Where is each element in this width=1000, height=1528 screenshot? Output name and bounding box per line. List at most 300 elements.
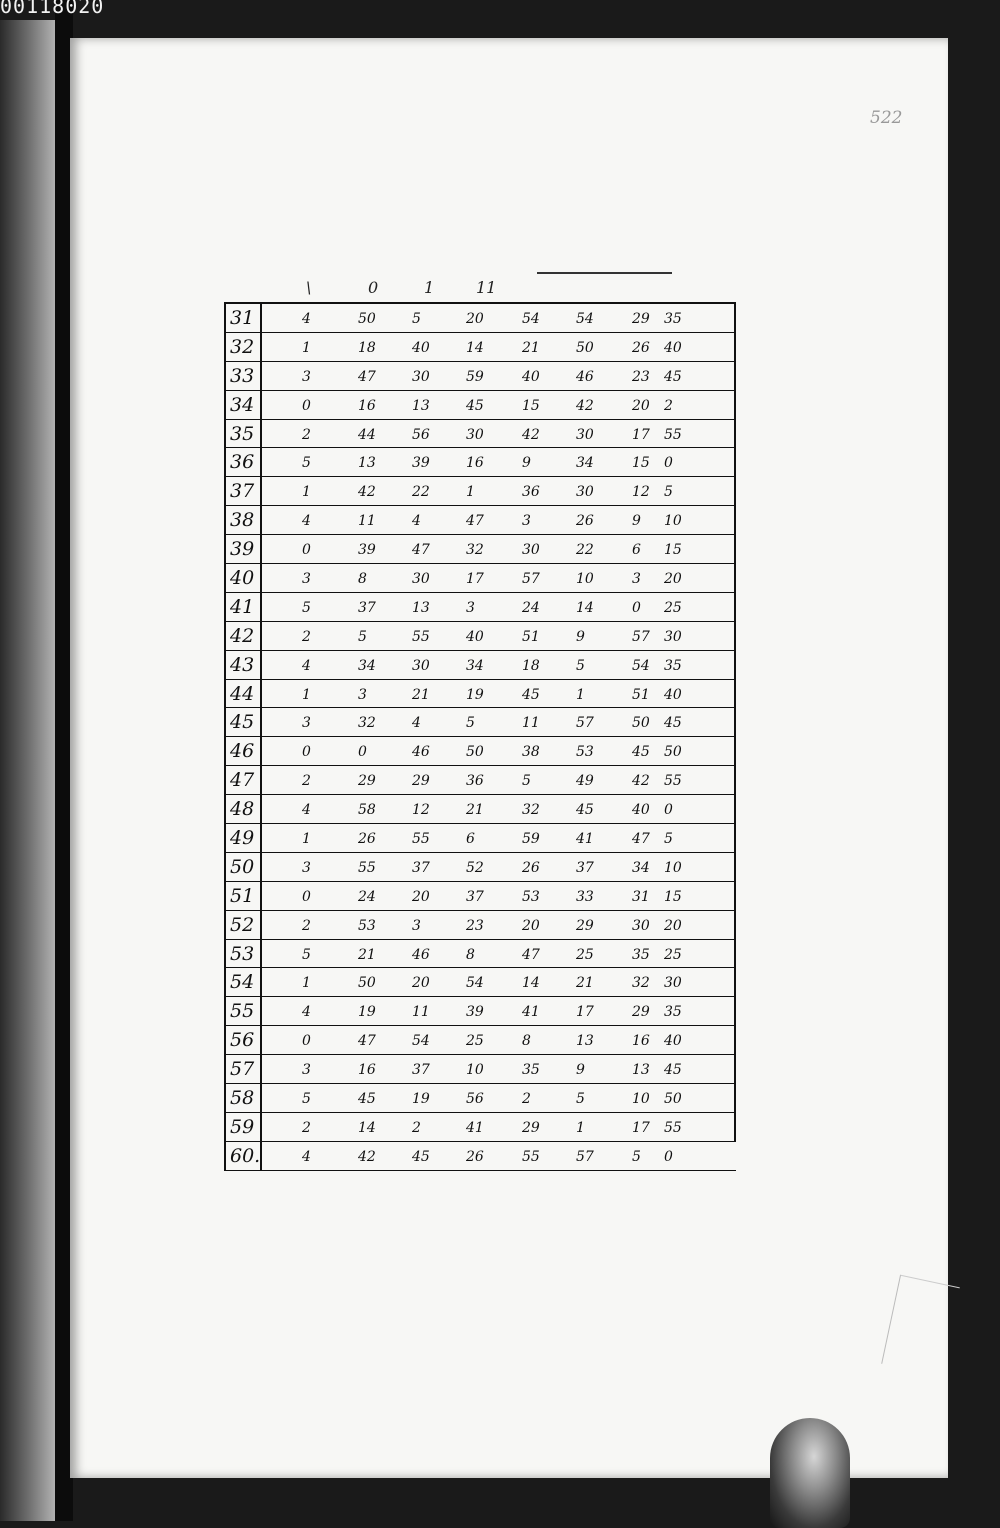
table-cell: 35 xyxy=(522,1062,540,1079)
table-row xyxy=(224,506,736,535)
table-cell: 47 xyxy=(412,542,430,559)
table-cell: 37 xyxy=(412,859,430,876)
table-cell: 3 xyxy=(302,715,311,732)
table-cell: 5 xyxy=(302,599,311,616)
table-cell: 55 xyxy=(522,1148,540,1165)
table-cell: 55 xyxy=(664,426,682,443)
table-cell: 18 xyxy=(358,339,376,356)
table-cell: 50 xyxy=(576,339,594,356)
table-row xyxy=(224,940,736,969)
table-row xyxy=(224,1142,736,1171)
table-cell: 1 xyxy=(466,484,475,501)
row-number: 32 xyxy=(224,333,262,361)
table-cell: 54 xyxy=(576,311,594,327)
table-row xyxy=(224,1113,736,1142)
table-cell: 55 xyxy=(664,1119,682,1136)
table-cell: 51 xyxy=(632,686,650,703)
row-number: 38 xyxy=(224,506,262,534)
table-cell: 47 xyxy=(466,513,484,530)
table-cell: 32 xyxy=(358,715,376,732)
table-cell: 20 xyxy=(632,397,650,414)
table-cell: 21 xyxy=(466,802,484,819)
table-cell: 26 xyxy=(358,831,376,848)
table-cell: 46 xyxy=(412,946,430,963)
table-cell: 36 xyxy=(466,773,484,790)
table-cell: 2 xyxy=(302,426,311,443)
row-number: 41 xyxy=(224,593,262,621)
table-cell: 30 xyxy=(664,628,682,645)
table-cell: 44 xyxy=(358,426,376,443)
table-cell: 10 xyxy=(576,571,594,588)
table-cell: 50 xyxy=(358,311,376,327)
table-row xyxy=(224,535,736,564)
header-rule xyxy=(537,272,672,274)
column-mark: 11 xyxy=(476,278,497,297)
table-cell: 5 xyxy=(358,628,367,645)
table-cell: 12 xyxy=(632,484,650,501)
table-cell: 24 xyxy=(358,888,376,905)
row-number: 42 xyxy=(224,622,262,650)
table-cell: 55 xyxy=(664,773,682,790)
table-row xyxy=(224,853,736,882)
column-mark: 0 xyxy=(368,278,379,297)
table-cell: 42 xyxy=(576,397,594,414)
table-cell: 30 xyxy=(576,484,594,501)
table-cell: 25 xyxy=(576,946,594,963)
row-number: 47 xyxy=(224,766,262,794)
table-cell: 57 xyxy=(522,571,540,588)
table-cell: 22 xyxy=(576,542,594,559)
table-cell: 25 xyxy=(664,946,682,963)
table-cell: 40 xyxy=(664,686,682,703)
table-cell: 5 xyxy=(576,1091,585,1108)
page-number: 522 xyxy=(870,108,903,128)
table-cell: 21 xyxy=(358,946,376,963)
table-cell: 40 xyxy=(664,339,682,356)
table-cell: 5 xyxy=(664,831,673,848)
row-number: 33 xyxy=(224,362,262,390)
table-cell: 17 xyxy=(466,571,484,588)
table-cell: 20 xyxy=(412,975,430,992)
table-cell: 30 xyxy=(412,368,430,385)
table-cell: 31 xyxy=(632,888,650,905)
table-cell: 4 xyxy=(302,513,311,530)
table-cell: 4 xyxy=(302,657,311,674)
table-cell: 10 xyxy=(466,1062,484,1079)
table-row xyxy=(224,737,736,766)
table-right-border xyxy=(734,302,736,1142)
table-cell: 10 xyxy=(664,859,682,876)
table-cell: 32 xyxy=(632,975,650,992)
table-cell: 8 xyxy=(466,946,475,963)
row-number: 43 xyxy=(224,651,262,679)
table-cell: 41 xyxy=(576,831,594,848)
table-row xyxy=(224,680,736,709)
table-cell: 34 xyxy=(358,657,376,674)
table-cell: 13 xyxy=(412,599,430,616)
table-cell: 54 xyxy=(466,975,484,992)
table-cell: 0 xyxy=(302,542,311,559)
row-number: 34 xyxy=(224,391,262,419)
table-cell: 55 xyxy=(358,859,376,876)
table-cell: 55 xyxy=(412,628,430,645)
table-cell: 35 xyxy=(664,657,682,674)
table-cell: 45 xyxy=(664,1062,682,1079)
row-number: 45 xyxy=(224,708,262,736)
table-cell: 42 xyxy=(358,1148,376,1165)
table-cell: 29 xyxy=(576,917,594,934)
numeric-table xyxy=(224,302,736,1171)
table-cell: 37 xyxy=(466,888,484,905)
row-number: 44 xyxy=(224,680,262,708)
table-cell: 39 xyxy=(466,1004,484,1021)
table-cell: 0 xyxy=(664,1148,673,1165)
table-cell: 29 xyxy=(522,1119,540,1136)
table-cell: 21 xyxy=(412,686,430,703)
table-cell: 30 xyxy=(412,571,430,588)
table-cell: 33 xyxy=(576,888,594,905)
table-cell: 40 xyxy=(522,368,540,385)
table-cell: 0 xyxy=(302,397,311,414)
table-row xyxy=(224,362,736,391)
table-cell: 13 xyxy=(358,455,376,472)
table-cell: 3 xyxy=(358,686,367,703)
table-cell: 3 xyxy=(412,917,421,934)
table-cell: 5 xyxy=(302,455,311,472)
table-cell: 10 xyxy=(664,513,682,530)
table-cell: 51 xyxy=(522,628,540,645)
table-cell: 52 xyxy=(466,859,484,876)
table-cell: 1 xyxy=(302,484,311,501)
table-cell: 35 xyxy=(664,311,682,327)
table-cell: 3 xyxy=(302,368,311,385)
table-cell: 2 xyxy=(412,1119,421,1136)
column-mark: \ xyxy=(306,278,312,297)
table-cell: 34 xyxy=(466,657,484,674)
row-number: 31 xyxy=(224,304,262,332)
row-number: 53 xyxy=(224,940,262,968)
table-cell: 49 xyxy=(576,773,594,790)
table-cell: 19 xyxy=(466,686,484,703)
table-cell: 46 xyxy=(576,368,594,385)
table-cell: 42 xyxy=(632,773,650,790)
table-cell: 0 xyxy=(664,455,673,472)
table-cell: 4 xyxy=(302,1004,311,1021)
table-cell: 2 xyxy=(522,1091,531,1108)
table-cell: 15 xyxy=(664,888,682,905)
table-cell: 1 xyxy=(302,686,311,703)
table-cell: 47 xyxy=(358,1033,376,1050)
table-cell: 0 xyxy=(358,744,367,761)
table-cell: 20 xyxy=(466,311,484,327)
table-cell: 13 xyxy=(576,1033,594,1050)
table-cell: 13 xyxy=(632,1062,650,1079)
table-cell: 53 xyxy=(358,917,376,934)
table-cell: 18 xyxy=(522,657,540,674)
table-cell: 10 xyxy=(632,1091,650,1108)
table-cell: 9 xyxy=(522,455,531,472)
table-cell: 30 xyxy=(576,426,594,443)
table-cell: 19 xyxy=(412,1091,430,1108)
table-cell: 29 xyxy=(632,1004,650,1021)
table-cell: 47 xyxy=(358,368,376,385)
table-cell: 26 xyxy=(632,339,650,356)
table-cell: 14 xyxy=(466,339,484,356)
table-cell: 16 xyxy=(632,1033,650,1050)
table-cell: 9 xyxy=(576,628,585,645)
table-cell: 13 xyxy=(412,397,430,414)
table-cell: 3 xyxy=(522,513,531,530)
row-number: 48 xyxy=(224,795,262,823)
row-number: 39 xyxy=(224,535,262,563)
table-row xyxy=(224,477,736,506)
table-row xyxy=(224,651,736,680)
table-cell: 5 xyxy=(632,1148,641,1165)
scan-id-label: 00118020 xyxy=(0,0,105,18)
table-cell: 3 xyxy=(632,571,641,588)
table-cell: 20 xyxy=(664,571,682,588)
table-cell: 25 xyxy=(664,599,682,616)
table-cell: 41 xyxy=(466,1119,484,1136)
table-cell: 2 xyxy=(302,628,311,645)
row-number: 59 xyxy=(224,1113,262,1141)
table-cell: 19 xyxy=(358,1004,376,1021)
table-cell: 2 xyxy=(664,397,673,414)
table-row xyxy=(224,622,736,651)
table-cell: 56 xyxy=(412,426,430,443)
table-cell: 58 xyxy=(358,802,376,819)
table-cell: 5 xyxy=(522,773,531,790)
table-cell: 56 xyxy=(466,1091,484,1108)
table-cell: 3 xyxy=(302,1062,311,1079)
table-cell: 24 xyxy=(522,599,540,616)
row-number: 54 xyxy=(224,968,262,996)
table-row xyxy=(224,766,736,795)
table-cell: 47 xyxy=(632,831,650,848)
table-cell: 40 xyxy=(466,628,484,645)
table-cell: 26 xyxy=(522,859,540,876)
table-row xyxy=(224,997,736,1026)
table-cell: 47 xyxy=(522,946,540,963)
table-row xyxy=(224,968,736,997)
table-cell: 1 xyxy=(576,686,585,703)
table-cell: 29 xyxy=(632,311,650,327)
table-row xyxy=(224,911,736,940)
table-cell: 50 xyxy=(664,1091,682,1108)
table-cell: 50 xyxy=(632,715,650,732)
table-cell: 45 xyxy=(664,368,682,385)
table-cell: 0 xyxy=(632,599,641,616)
table-cell: 55 xyxy=(412,831,430,848)
table-cell: 42 xyxy=(358,484,376,501)
table-cell: 26 xyxy=(576,513,594,530)
table-cell: 34 xyxy=(632,859,650,876)
table-cell: 45 xyxy=(358,1091,376,1108)
table-cell: 15 xyxy=(632,455,650,472)
table-cell: 8 xyxy=(522,1033,531,1050)
table-row xyxy=(224,333,736,362)
table-cell: 29 xyxy=(358,773,376,790)
table-row xyxy=(224,1026,736,1055)
table-cell: 46 xyxy=(412,744,430,761)
table-cell: 40 xyxy=(664,1033,682,1050)
table-row xyxy=(224,304,736,333)
table-cell: 42 xyxy=(522,426,540,443)
table-cell: 4 xyxy=(302,802,311,819)
table-cell: 2 xyxy=(302,917,311,934)
table-cell: 15 xyxy=(664,542,682,559)
table-cell: 30 xyxy=(412,657,430,674)
table-cell: 30 xyxy=(632,917,650,934)
thumb xyxy=(770,1418,850,1528)
column-marks xyxy=(300,278,520,304)
table-cell: 34 xyxy=(576,455,594,472)
table-cell: 32 xyxy=(466,542,484,559)
table-row xyxy=(224,391,736,420)
table-cell: 0 xyxy=(302,744,311,761)
table-cell: 39 xyxy=(358,542,376,559)
table-cell: 5 xyxy=(664,484,673,501)
table-cell: 1 xyxy=(576,1119,585,1136)
table-cell: 0 xyxy=(302,1033,311,1050)
table-row xyxy=(224,824,736,853)
table-cell: 17 xyxy=(632,1119,650,1136)
table-cell: 1 xyxy=(302,339,311,356)
table-cell: 57 xyxy=(576,1148,594,1165)
table-cell: 59 xyxy=(522,831,540,848)
table-cell: 54 xyxy=(522,311,540,327)
row-number: 36 xyxy=(224,448,262,476)
table-row xyxy=(224,1055,736,1084)
table-cell: 15 xyxy=(522,397,540,414)
table-cell: 12 xyxy=(412,802,430,819)
table-cell: 57 xyxy=(632,628,650,645)
table-cell: 41 xyxy=(522,1004,540,1021)
table-cell: 57 xyxy=(576,715,594,732)
table-cell: 30 xyxy=(466,426,484,443)
table-cell: 45 xyxy=(412,1148,430,1165)
row-number: 60. xyxy=(224,1142,262,1170)
table-cell: 2 xyxy=(302,773,311,790)
table-cell: 11 xyxy=(412,1004,430,1021)
table-cell: 14 xyxy=(522,975,540,992)
table-cell: 4 xyxy=(302,311,311,327)
table-cell: 17 xyxy=(576,1004,594,1021)
row-number: 52 xyxy=(224,911,262,939)
row-number: 40 xyxy=(224,564,262,592)
table-cell: 45 xyxy=(576,802,594,819)
row-number: 57 xyxy=(224,1055,262,1083)
table-row xyxy=(224,593,736,622)
column-mark: 1 xyxy=(424,278,435,297)
table-row xyxy=(224,448,736,477)
row-number: 37 xyxy=(224,477,262,505)
table-cell: 23 xyxy=(632,368,650,385)
table-row xyxy=(224,882,736,911)
table-cell: 5 xyxy=(576,657,585,674)
row-number: 51 xyxy=(224,882,262,910)
table-cell: 4 xyxy=(302,1148,311,1165)
table-cell: 11 xyxy=(522,715,540,732)
table-cell: 26 xyxy=(466,1148,484,1165)
table-cell: 20 xyxy=(522,917,540,934)
table-cell: 4 xyxy=(412,715,421,732)
table-row xyxy=(224,708,736,737)
table-cell: 9 xyxy=(576,1062,585,1079)
table-row xyxy=(224,1084,736,1113)
table-cell: 45 xyxy=(522,686,540,703)
table-cell: 16 xyxy=(358,1062,376,1079)
table-row xyxy=(224,420,736,449)
table-cell: 35 xyxy=(632,946,650,963)
table-cell: 30 xyxy=(522,542,540,559)
table-cell: 45 xyxy=(632,744,650,761)
table-cell: 21 xyxy=(522,339,540,356)
table-cell: 50 xyxy=(358,975,376,992)
row-number: 35 xyxy=(224,420,262,448)
table-cell: 38 xyxy=(522,744,540,761)
table-cell: 23 xyxy=(466,917,484,934)
table-cell: 6 xyxy=(632,542,641,559)
table-cell: 50 xyxy=(664,744,682,761)
table-cell: 21 xyxy=(576,975,594,992)
table-cell: 20 xyxy=(664,917,682,934)
table-cell: 45 xyxy=(466,397,484,414)
table-cell: 8 xyxy=(358,571,367,588)
table-cell: 36 xyxy=(522,484,540,501)
table-cell: 1 xyxy=(302,975,311,992)
table-cell: 14 xyxy=(576,599,594,616)
table-cell: 22 xyxy=(412,484,430,501)
table-cell: 2 xyxy=(302,1119,311,1136)
table-cell: 5 xyxy=(302,1091,311,1108)
table-row xyxy=(224,564,736,593)
table-cell: 16 xyxy=(358,397,376,414)
table-cell: 40 xyxy=(412,339,430,356)
row-number: 55 xyxy=(224,997,262,1025)
table-cell: 32 xyxy=(522,802,540,819)
table-cell: 4 xyxy=(412,513,421,530)
table-cell: 54 xyxy=(632,657,650,674)
table-cell: 3 xyxy=(302,859,311,876)
table-cell: 5 xyxy=(302,946,311,963)
table-cell: 53 xyxy=(576,744,594,761)
table-cell: 30 xyxy=(664,975,682,992)
table-cell: 29 xyxy=(412,773,430,790)
table-cell: 59 xyxy=(466,368,484,385)
table-cell: 35 xyxy=(664,1004,682,1021)
table-cell: 37 xyxy=(576,859,594,876)
table-cell: 5 xyxy=(412,311,421,327)
table-cell: 40 xyxy=(632,802,650,819)
row-number: 50 xyxy=(224,853,262,881)
table-cell: 11 xyxy=(358,513,376,530)
table-cell: 45 xyxy=(664,715,682,732)
row-number: 46 xyxy=(224,737,262,765)
table-cell: 54 xyxy=(412,1033,430,1050)
table-cell: 39 xyxy=(412,455,430,472)
table-cell: 3 xyxy=(466,599,475,616)
table-cell: 5 xyxy=(466,715,475,732)
table-cell: 1 xyxy=(302,831,311,848)
table-cell: 17 xyxy=(632,426,650,443)
table-cell: 9 xyxy=(632,513,641,530)
table-cell: 0 xyxy=(664,802,673,819)
table-row xyxy=(224,795,736,824)
table-cell: 37 xyxy=(358,599,376,616)
table-cell: 50 xyxy=(466,744,484,761)
table-cell: 6 xyxy=(466,831,475,848)
